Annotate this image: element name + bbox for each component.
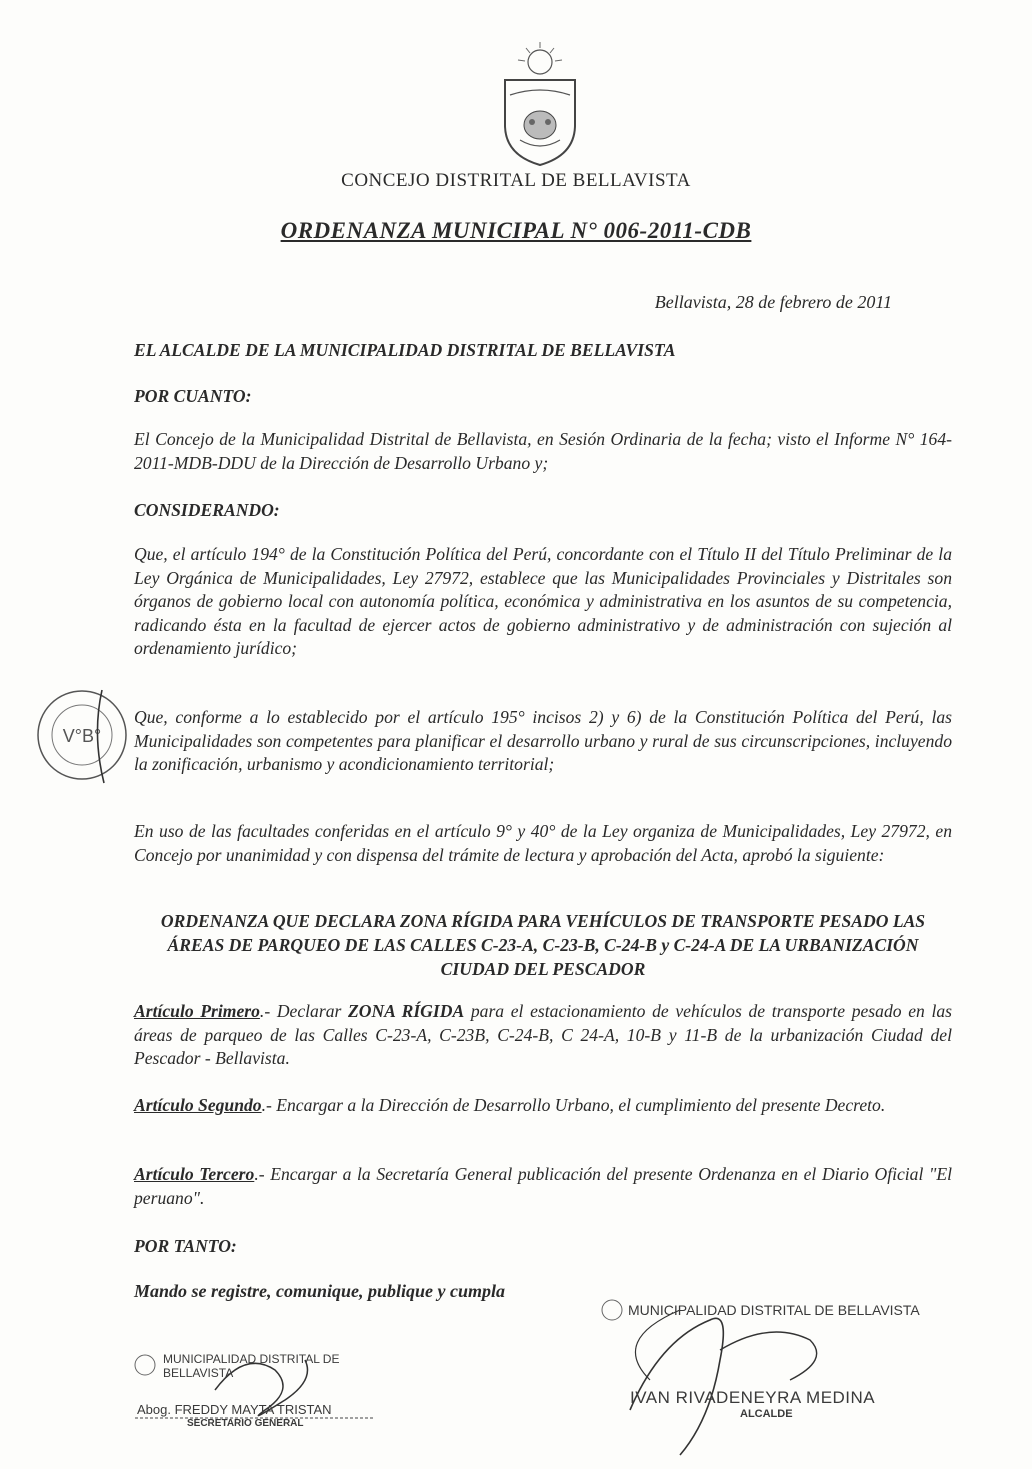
svg-text:V°B°: V°B° — [62, 726, 102, 746]
zona-rigida-emphasis: ZONA RÍGIDA — [348, 1001, 465, 1021]
mayor-name: IVAN RIVADENEYRA MEDINA — [630, 1388, 876, 1407]
por-cuanto-heading: POR CUANTO: — [134, 386, 252, 406]
considerando-heading: CONSIDERANDO: — [134, 500, 280, 520]
article-first: Artículo Primero.- Declarar ZONA RÍGIDA para el estacionamiento de vehículos de transporte pesado en las áreas de parqueo de las Calles C-23-A, C-23B, C-24-B, C 24-A, 10-B y 11-B de la urbanización Ciudad del Pescador - Bellavista. — [134, 1001, 952, 1068]
article-third: Artículo Tercero.- Encargar a la Secretaría General publicación del presente Ordenanza en el Diario Oficial "El peruano". — [134, 1164, 952, 1208]
article-second-label: Artículo Segundo — [134, 1095, 262, 1115]
secretary-signature-block — [125, 1340, 385, 1440]
considerando-paragraph-3: En uso de las facultades conferidas en el artículo 9° y 40° de la Ley organiza de Municipalidades, Ley 27972, en Concejo por unanimidad y con dispensa del trámite de lectura y aprobación del Acta, aprobó la siguiente: — [134, 821, 952, 865]
considerando-paragraph-2: Que, conforme a lo establecido por el artículo 195° incisos 2) y 6) de la Constitución Política del Perú, las Municipalidades son competentes para planificar el desarrollo urbano y rural de sus circunscripciones, incluyendo la zonificación, urbanismo y acondicionamiento territorial; — [134, 707, 952, 774]
approval-stamp — [32, 685, 132, 785]
por-tanto-heading: POR TANTO: — [134, 1236, 237, 1256]
article-second: Artículo Segundo.- Encargar a la Dirección de Desarrollo Urbano, el cumplimiento del presente Decreto. — [134, 1095, 886, 1115]
secretary-title: SECRETARIO GENERAL — [187, 1418, 304, 1429]
council-name: CONCEJO DISTRITAL DE BELLAVISTA — [341, 170, 691, 191]
mayor-title: ALCALDE — [740, 1408, 793, 1420]
mando-line: Mando se registre, comunique, publique y cumpla — [134, 1281, 506, 1301]
municipal-crest — [490, 40, 590, 170]
secretary-stamp-text: MUNICIPALIDAD DISTRITAL DE BELLAVISTA — [163, 1352, 340, 1380]
ordinance-heading: ORDENANZA QUE DECLARA ZONA RÍGIDA PARA VEHÍCULOS DE TRANSPORTE PESADO LAS ÁREAS DE PARQUEO DE LAS CALLES C-23-A, C-23-B, C-24-B y C-24-A DE LA URBANIZACIÓN CIUDAD DEL PESCADOR — [160, 911, 926, 979]
mayor-stamp-text: MUNICIPALIDAD DISTRITAL DE BELLAVISTA — [628, 1302, 920, 1318]
por-cuanto-text: El Concejo de la Municipalidad Distrital de Bellavista, en Sesión Ordinaria de la fecha; visto el Informe N° 164-2011-MDB-DDU de la Dirección de Desarrollo Urbano y; — [134, 429, 952, 473]
article-first-label: Artículo Primero — [134, 1001, 260, 1021]
considerando-paragraph-1: Que, el artículo 194° de la Constitución Política del Perú, concordante con el Título II del Título Preliminar de la Ley Orgánica de Municipalidades, Ley 27972, establece que las Municipalidades Provinciales y Distritales son órganos de gobierno local con autonomía política, económica y administrativa en los asuntos de su competencia, radicando ésta en la facultad de ejercer actos de gobierno administrativo y de administración con sujeción al ordenamiento jurídico; — [134, 544, 952, 658]
mayor-heading: EL ALCALDE DE LA MUNICIPALIDAD DISTRITAL DE BELLAVISTA — [134, 340, 676, 360]
ordinance-title: ORDENANZA MUNICIPAL N° 006-2011-CDB — [280, 218, 752, 243]
date-line: Bellavista, 28 de febrero de 2011 — [654, 292, 892, 312]
secretary-name: Abog. FREDDY MAYTA TRISTAN — [137, 1402, 332, 1417]
mayor-signature-block — [590, 1280, 930, 1465]
article-third-label: Artículo Tercero — [134, 1164, 255, 1184]
